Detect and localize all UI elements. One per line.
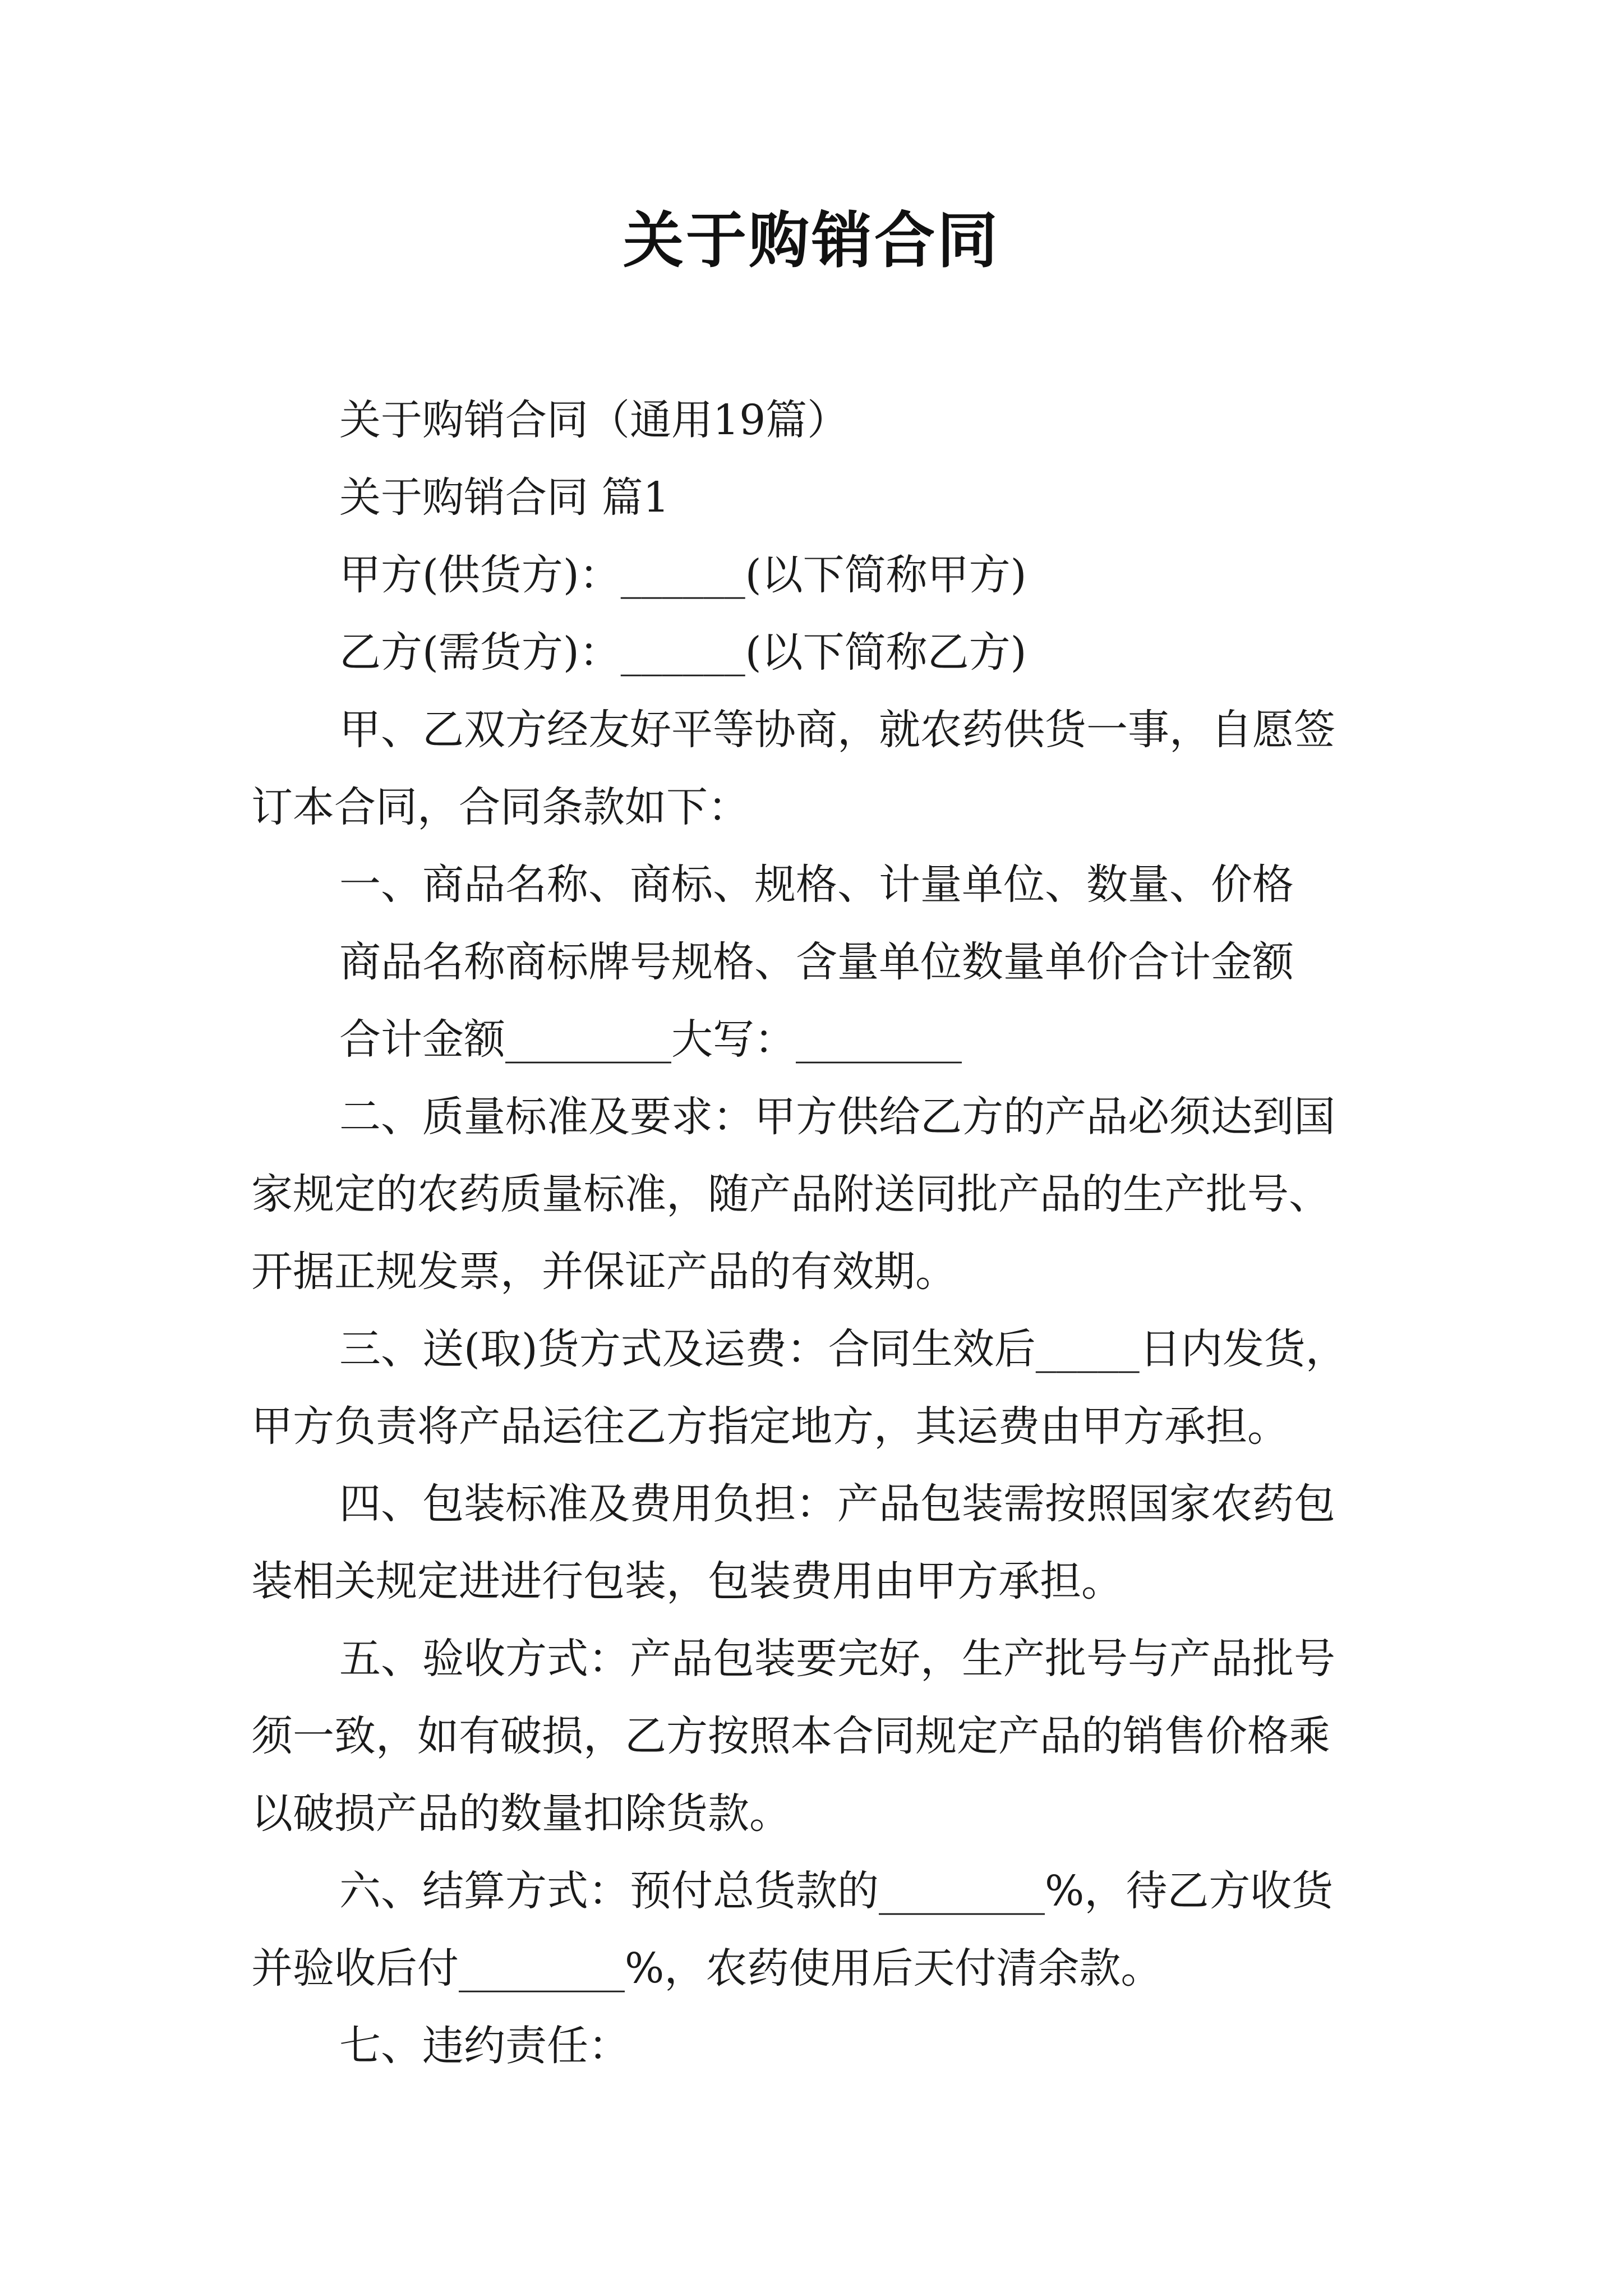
paragraph-line: 七、违约责任： [339, 2022, 630, 2070]
paragraph-line: 一、商品名称、商标、规格、计量单位、数量、价格 [339, 861, 1294, 909]
paragraph-line: 四、包装标准及费用负担：产品包装需按照国家农药包 [339, 1480, 1335, 1528]
paragraph-line: 家规定的农药质量标准，随产品附送同批产品的生产批号、 [251, 1170, 1330, 1218]
paragraph-line: 须一致，如有破损，乙方按照本合同规定产品的销售价格乘 [251, 1712, 1330, 1760]
paragraph-line: 商品名称商标牌号规格、含量单位数量单价合计金额 [339, 938, 1294, 986]
paragraph-line: 以破损产品的数量扣除货款。 [251, 1789, 791, 1838]
paragraph-line: 关于购销合同（通用19篇） [339, 396, 849, 444]
paragraph-line: 乙方(需货方)：______(以下简称乙方) [339, 628, 1027, 677]
paragraph-line: 甲、乙双方经友好平等协商，就农药供货一事，自愿签 [339, 706, 1335, 754]
paragraph-line: 装相关规定进进行包装，包装费用由甲方承担。 [251, 1557, 1123, 1605]
paragraph-line: 甲方(供货方)：______(以下简称甲方) [339, 551, 1027, 599]
paragraph-line: 订本合同，合同条款如下： [251, 783, 749, 831]
paragraph-line: 开据正规发票，并保证产品的有效期。 [251, 1248, 957, 1296]
paragraph-line: 合计金额________大写：________ [339, 1015, 962, 1064]
document-body [251, 381, 1401, 2085]
paragraph-line: 六、结算方式：预付总货款的________%，待乙方收货 [339, 1867, 1334, 1915]
paragraph-line: 甲方负责将产品运往乙方指定地方，其运费由甲方承担。 [251, 1402, 1289, 1451]
paragraph-line: 并验收后付________%，农药使用后天付清余款。 [251, 1944, 1163, 1993]
paragraph-line: 关于购销合同 篇1 [339, 473, 670, 522]
document-title: 关于购销合同 [623, 206, 1000, 276]
paragraph-line: 五、验收方式：产品包装要完好，生产批号与产品批号 [339, 1635, 1335, 1683]
paragraph-line: 三、送(取)货方式及运费：合同生效后_____日内发货， [339, 1325, 1347, 1373]
paragraph-line: 二、质量标准及要求：甲方供给乙方的产品必须达到国 [339, 1093, 1335, 1141]
